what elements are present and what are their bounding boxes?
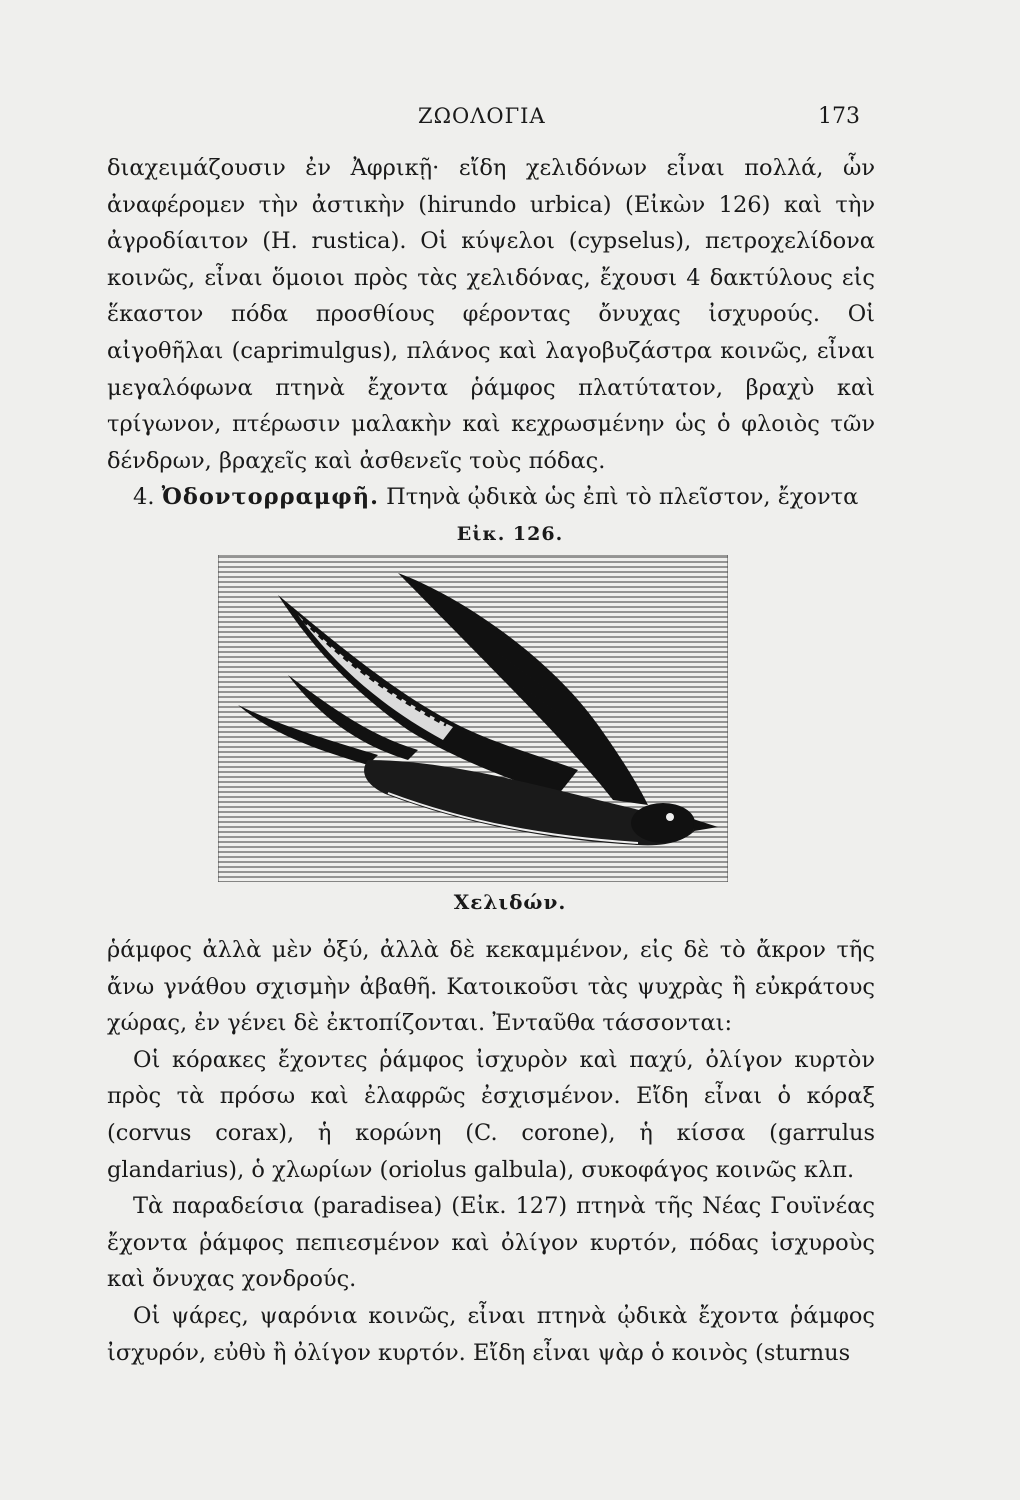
figure-label: Εἰκ. 126.	[456, 523, 564, 545]
running-title: ΖΩΟΛΟΓΙΑ	[418, 104, 546, 128]
page-header	[0, 104, 1020, 140]
section-number: 4.	[133, 484, 155, 511]
swallow-illustration	[218, 555, 728, 882]
paragraph-beak: ῥάμφος ἀλλὰ μὲν ὀξύ, ἀλλὰ δὲ κεκαμμένον, εἰς δὲ τὸ ἄκρον τῆς ἄνω γνάθου σχισμὴν ἀβαθῆ. Κατοικοῦσι τὰς ψυχρὰς ἢ εὐκράτους χώρας, ἐν γένει δὲ ἐκτοπίζονται. Ἐνταῦθα τάσσονται:	[107, 937, 875, 1037]
text-block-bottom	[107, 932, 875, 1371]
section-4-line	[107, 479, 875, 516]
section-intro-text: Πτηνὰ ᾠδικὰ ὡς ἐπὶ τὸ πλεῖστον, ἔχοντα	[386, 484, 859, 511]
figure-caption: Χελιδών.	[453, 890, 567, 914]
text-block-top	[107, 150, 875, 516]
paragraph-starlings: Οἱ ψάρες, ψαρόνια κοινῶς, εἶναι πτηνὰ ᾠδικὰ ἔχοντα ῥάμφος ἰσχυρόν, εὐθὺ ἢ ὀλίγον κυρτόν. Εἴδη εἶναι ψὰρ ὁ κοινὸς (sturnus	[107, 1302, 875, 1366]
paragraph-paradisea: Τὰ παραδείσια (paradisea) (Εἰκ. 127) πτηνὰ τῆς Νέας Γουϊνέας ἔχοντα ῥάμφος πεπιεσμένον καὶ ὀλίγον κυρτόν, πόδας ἰσχυροὺς καὶ ὄνυχας χονδρούς.	[107, 1193, 875, 1293]
section-heading: Ὀδοντορραμφῆ.	[161, 484, 379, 511]
paragraph-swallows: διαχειμάζουσιν ἐν Ἀφρικῇ· εἴδη χελιδόνων εἶναι πολλά, ὧν ἀναφέρομεν τὴν ἀστικὴν (hirundo urbica) (Εἰκὼν 126) καὶ τὴν ἀγροδίαιτον (H. rustica). Οἱ κύψελοι (cypselus), πετροχελίδονα κοινῶς, εἶναι ὅμοιοι πρὸς τὰς χελιδόνας, ἔχουσι 4 δακτύλους εἰς ἕκαστον πόδα προσθίους φέροντας ὄνυχας ἰσχυρούς. Οἱ αἰγοθῆλαι (caprimulgus), πλάνος καὶ λαγοβυζάστρα κοινῶς, εἶναι μεγαλόφωνα πτηνὰ ἔχοντα ῥάμφος πλατύτατον, βραχὺ καὶ τρίγωνον, πτέρωσιν μαλακὴν καὶ κεχρωσμένην ὡς ὁ φλοιὸς τῶν δένδρων, βραχεῖς καὶ ἀσθενεῖς τοὺς πόδας.	[107, 155, 875, 474]
paragraph-crows: Οἱ κόρακες ἔχοντες ῥάμφος ἰσχυρὸν καὶ παχύ, ὀλίγον κυρτὸν πρὸς τὰ πρόσω καὶ ἐλαφρῶς ἐσχισμένον. Εἴδη εἶναι ὁ κόραξ (corvus corax), ἡ κορώνη (C. corone), ἡ κίσσα (garrulus glandarius), ὁ χλωρίων (oriolus galbula), συκοφάγος κοινῶς κλπ.	[107, 1046, 875, 1183]
swallow-engraving-icon	[218, 555, 728, 882]
page-number: 173	[818, 104, 860, 129]
